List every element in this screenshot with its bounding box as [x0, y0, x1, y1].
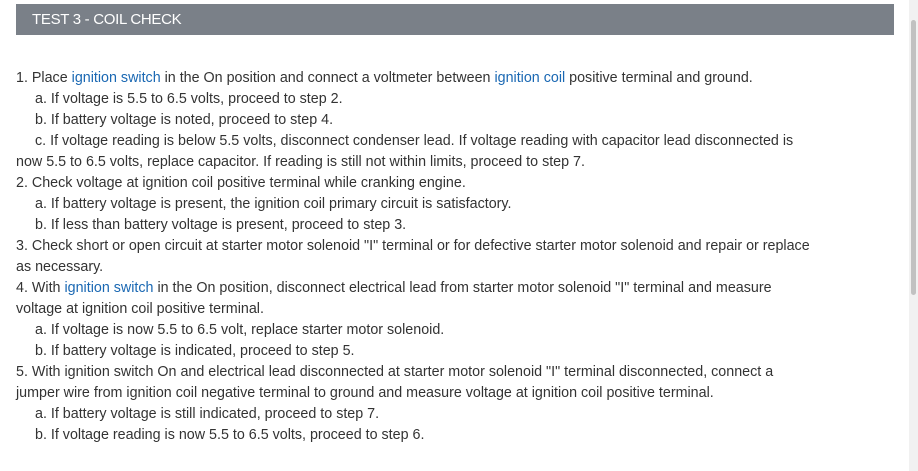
- step-1c-continued: now 5.5 to 6.5 volts, replace capacitor. If reading is still not within limits, proceed to step 7.: [16, 154, 585, 170]
- step-1: [16, 68, 896, 89]
- step-5-continued: jumper wire from ignition coil negative terminal to ground and measure voltage at ignition coil positive terminal.: [16, 385, 714, 401]
- step-2a: a. If battery voltage is present, the ignition coil primary circuit is satisfactory.: [35, 196, 512, 212]
- step-4b: b. If battery voltage is indicated, proceed to step 5.: [35, 343, 355, 359]
- step-4: [16, 278, 896, 299]
- step-2: 2. Check voltage at ignition coil positive terminal while cranking engine.: [16, 175, 466, 191]
- section-header: [16, 4, 894, 35]
- vertical-scrollbar[interactable]: [909, 0, 918, 471]
- step-3: 3. Check short or open circuit at starter motor solenoid "I" terminal or for defective starter motor solenoid and repair or replace: [16, 238, 810, 254]
- ignition-coil-link[interactable]: ignition coil: [494, 70, 566, 86]
- step-text: in the On position and connect a voltmeter between: [160, 70, 495, 86]
- procedure-content: [16, 68, 896, 446]
- step-3-continued: as necessary.: [16, 259, 104, 275]
- step-1b: b. If battery voltage is noted, proceed to step 4.: [35, 112, 334, 128]
- step-4-continued: voltage at ignition coil positive terminal.: [16, 301, 264, 317]
- step-4a: a. If voltage is now 5.5 to 6.5 volt, replace starter motor solenoid.: [35, 322, 445, 338]
- step-1a: a. If voltage is 5.5 to 6.5 volts, proceed to step 2.: [35, 91, 343, 107]
- step-text: 1. Place: [16, 70, 72, 86]
- section-title: TEST 3 - COIL CHECK: [32, 11, 182, 28]
- step-1c: c. If voltage reading is below 5.5 volts, disconnect condenser lead. If voltage reading with capacitor lead disconnected is: [35, 133, 794, 149]
- ignition-switch-link[interactable]: ignition switch: [71, 70, 161, 86]
- step-5: 5. With ignition switch On and electrical lead disconnected at starter motor solenoid "I" terminal disconnected, connect a: [16, 364, 774, 380]
- step-2b: b. If less than battery voltage is present, proceed to step 3.: [35, 217, 407, 233]
- scrollbar-thumb[interactable]: [911, 20, 916, 295]
- step-text: positive terminal and ground.: [565, 70, 753, 86]
- step-5a: a. If battery voltage is still indicated, proceed to step 7.: [35, 406, 380, 422]
- step-text: 4. With: [16, 280, 65, 296]
- ignition-switch-link[interactable]: ignition switch: [64, 280, 154, 296]
- step-5b: b. If voltage reading is now 5.5 to 6.5 volts, proceed to step 6.: [35, 427, 425, 443]
- step-text: in the On position, disconnect electrical lead from starter motor solenoid "I" terminal and measure: [153, 280, 772, 296]
